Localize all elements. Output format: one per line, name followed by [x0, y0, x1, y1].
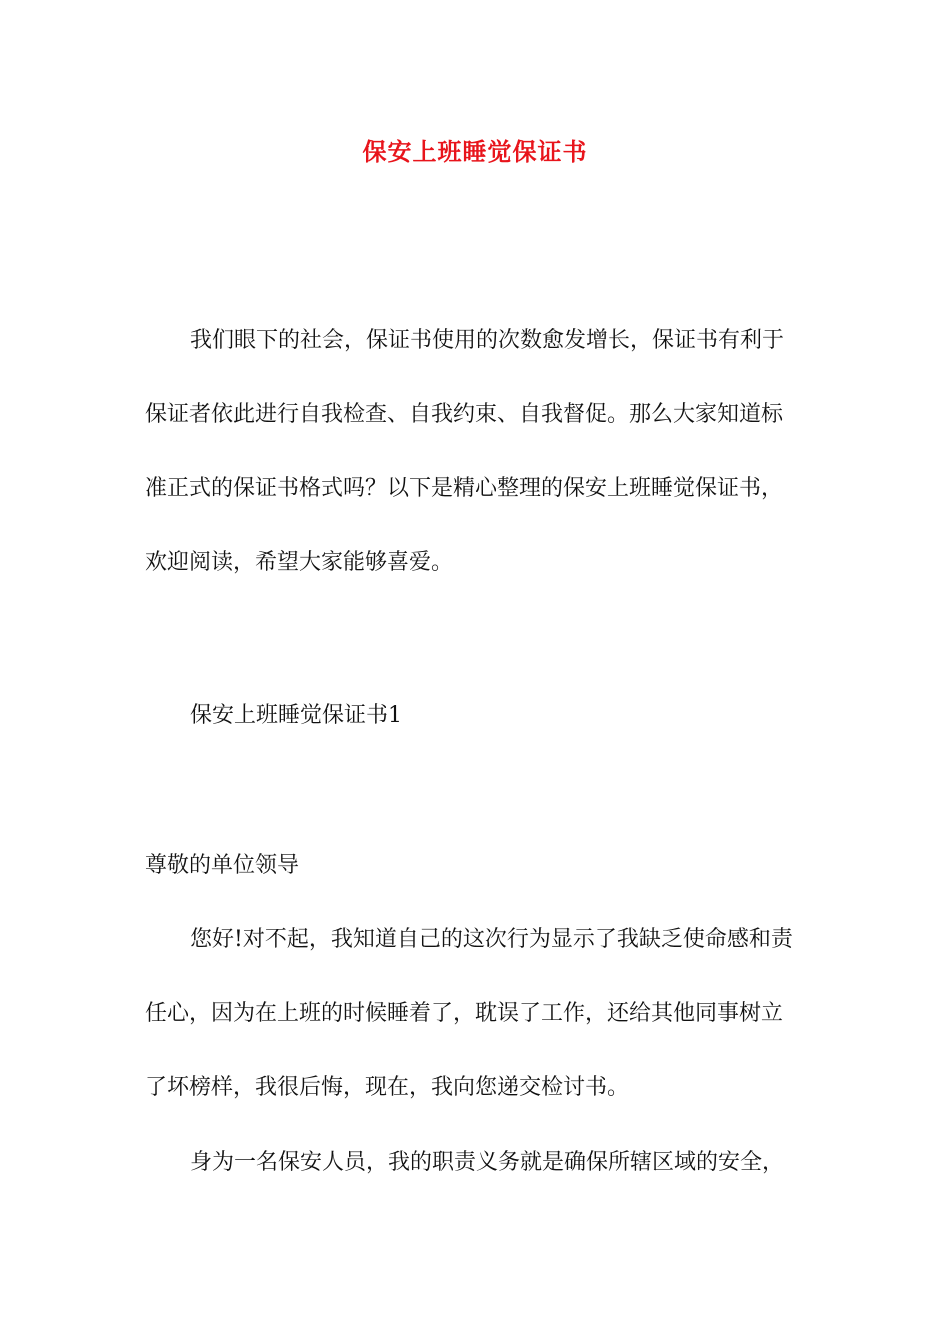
- intro-line-3: 准正式的保证书格式吗？以下是精心整理的保安上班睡觉保证书，: [145, 476, 784, 501]
- salutation: 尊敬的单位领导: [145, 853, 300, 878]
- intro-line-1: 我们眼下的社会，保证书使用的次数愈发增长，保证书有利于: [190, 328, 785, 353]
- document-title: 保安上班睡觉保证书: [362, 137, 588, 166]
- intro-line-4: 欢迎阅读，希望大家能够喜爱。: [145, 550, 454, 575]
- section-heading: 保安上班睡觉保证书1: [190, 703, 402, 728]
- para1-line-1: 您好!对不起，我知道自己的这次行为显示了我缺乏使命感和责: [190, 927, 793, 952]
- para1-line-2: 任心，因为在上班的时候睡着了，耽误了工作，还给其他同事树立: [145, 1001, 784, 1026]
- intro-line-2: 保证者依此进行自我检查、自我约束、自我督促。那么大家知道标: [145, 402, 784, 427]
- para2-line-1: 身为一名保安人员，我的职责义务就是确保所辖区域的安全，: [190, 1150, 785, 1175]
- para1-line-3: 了坏榜样，我很后悔，现在，我向您递交检讨书。: [145, 1075, 630, 1100]
